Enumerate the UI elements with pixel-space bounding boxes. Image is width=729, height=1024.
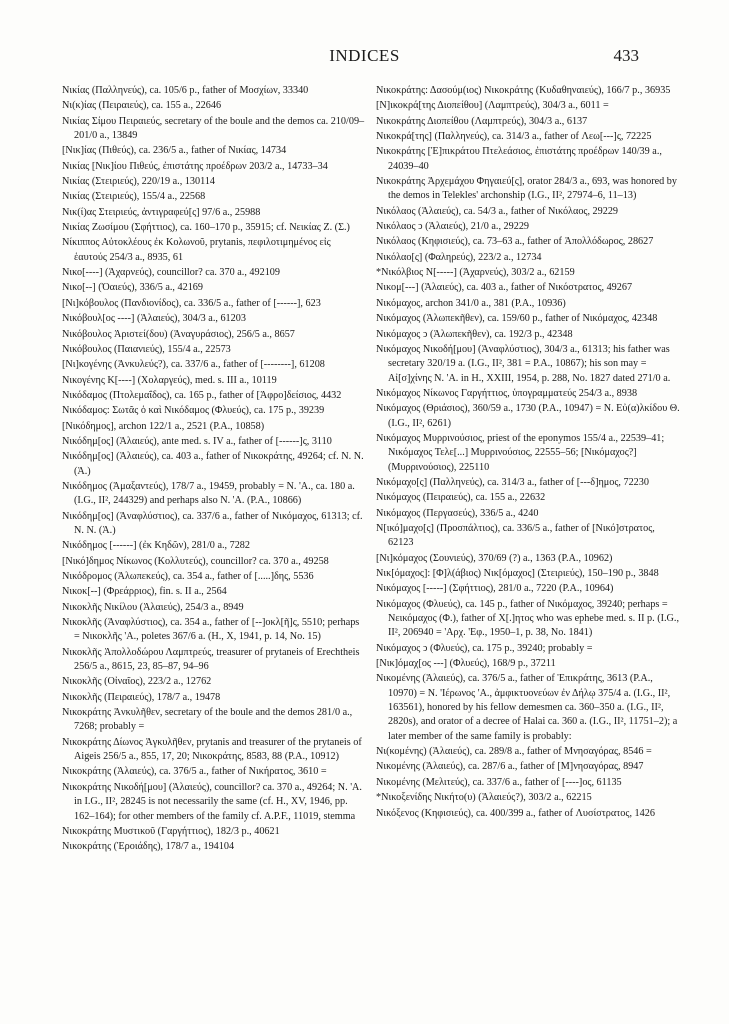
index-entry: Νικοκλῆς (Ἀναφλύστιος), ca. 354 a., father of [--]οκλ[ῆ]ς, 5510; perhaps = Νικοκλῆς 'A., poletes 367/6 a. (H., X, 1941, p. 14, No. 15) <box>62 617 360 643</box>
index-entry: Νικοκράτης Νικοδή[μου] (Ἁλαιεύς), councillor? ca. 370 a., 49264; N. 'A. in I.G., II², 28245 is not necessarily the same (cf. H., XV, 1946, pp. 162–164); for other members of the family cf. A.P.F., 11019, stemma <box>62 781 362 822</box>
index-entry: Νικόμαχος (Θριάσιος), 360/59 a., 1730 (P.A., 10947) = N. Εὐ(α)λκίδου Θ. (I.G., II², 6261) <box>376 403 680 429</box>
index-entry: [Νικ]όμαχ[ος ---] (Φλυεύς), 168/9 p., 37211 <box>376 658 556 670</box>
index-entry: [Νι]κόμαχος (Σουνιεύς), 370/69 (?) a., 1363 (P.A., 10962) <box>376 552 613 564</box>
index-entry: Νικίας Ζωσίμου (Σφήττιος), ca. 160–170 p., 35915; cf. Νεικίας Ζ. (Σ.) <box>62 222 350 234</box>
index-entry: Νικοκράτης (Ἐροιάδης), 178/7 a., 194104 <box>62 841 235 853</box>
index-entry: Νικομένης (Ἁλαιεύς), ca. 287/6 a., father of [M]νησαγόρας, 8947 <box>376 761 644 773</box>
index-entry: Νικόλαος ͻ (Ἁλαιεύς), 21/0 a., 29229 <box>376 221 530 233</box>
index-entry: Νικοκράτης Διοπείθου (Λαμπτρεύς), 304/3 a., 6137 <box>376 115 588 127</box>
index-entry: [Νι]κογένης (Ἀνκυλεύς?), ca. 337/6 a., father of [--------], 61208 <box>62 359 325 371</box>
index-entry: Νικόμαχος Νικοδή[μου] (Ἀναφλύστιος), 304/3 a., 61313; his father was secretary 320/19 a. (I.G., II², 381 = P.A., 10867); his son may = Αἰ[σ]χίνης N. 'A. in H., XXIII, 1954, p. 288, No. 1827 dated 271/0 a. <box>376 343 671 384</box>
page-header <box>0 46 729 70</box>
index-entry: Νικο[--] (Ὀαιεύς), 336/5 a., 42169 <box>62 282 203 294</box>
index-entry: Νικοκράτης Μυστικοῦ (Γαργήττιος), 182/3 p., 40621 <box>62 825 280 837</box>
index-entry: [Νικόδημος], archon 122/1 a., 2521 (P.A., 10858) <box>62 420 265 432</box>
index-entry: Νικοκράτης Ἀρχεμάχου Φηγαιεύ[ς], orator 284/3 a., 693, was honored by the demos in Telekles' archonship (I.G., II², 27974–6, 11–13) <box>376 176 677 202</box>
index-entry: Νικόμαχος (Φλυεύς), ca. 145 p., father of Νικόμαχος, 39240; perhaps = Νεικόμαχος (Φ.), father of Χ[.]ητος who was ephebe med. s. II p. (I.G., II², 206940 = 'Αρχ. 'Εφ., 1950–1, p. 38, No. 1841) <box>376 598 680 639</box>
index-entry: Νικόλαος (Ἁλαιεύς), ca. 54/3 a., father of Νικόλαος, 29229 <box>376 205 619 217</box>
index-entry: N[ικό]μαχο[ς] (Προσπάλτιος), ca. 336/5 a., father of [Νικό]στρατος, 62123 <box>376 522 655 549</box>
index-entry: Νικόμαχος ͻ (Ἀλωπεκῆθεν), ca. 192/3 p., 42348 <box>376 328 573 340</box>
index-entry: Νικόμαχος [-----] (Σφήττιος), 281/0 a., 7220 (P.A., 10964) <box>376 583 614 595</box>
index-column-left <box>62 84 366 856</box>
index-entry: Νικόμαχος Μυρρινούσιος, priest of the eponymos 155/4 a., 22539–41; Νικόμαχος Τελε[...] Μυρρινούσιος, 22555–56; [Νικόμαχος?] (Μυρρινούσιος), 225110 <box>376 432 665 473</box>
index-entry: Νικόδημος (Ἀμαξαντεύς), 178/7 a., 19459, probably = N. 'A., ca. 180 a. (I.G., II², 244329) and perhaps also N. 'A. (P.A., 10866) <box>62 480 355 507</box>
index-entry: Νικόδημος [------] (ἐκ Κηδῶν), 281/0 a., 7282 <box>62 540 250 552</box>
index-entry: Νικόμαχο[ς] (Παλληνεύς), ca. 314/3 a., father of [---δ]ημος, 72230 <box>376 476 649 488</box>
index-entry: Νικομένης (Μελιτεύς), ca. 337/6 a., father of [----]ος, 61135 <box>376 776 622 788</box>
index-entry: Νικοκλῆς Ἀπολλοδώρου Λαμπτρεύς, treasurer of prytaneis of Erechtheis 256/5 a., 8615, 23, 85–87, 94–96 <box>62 646 360 673</box>
index-entry: [N]ικοκρά[της Διοπείθου] (Λαμπτρεύς), 304/3 a., 6011 = <box>376 100 609 112</box>
index-entry: Νικόβουλος (Παιανιεύς), 155/4 a., 22573 <box>62 343 231 355</box>
index-entry: Νικοκρά[της] (Παλληνεύς), ca. 314/3 a., father of Λεω[---]ς, 72225 <box>376 131 652 143</box>
index-entry: Νικόμαχος (Ἀλωπεκῆθεν), ca. 159/60 p., father of Νικόμαχος, 42348 <box>376 313 658 325</box>
running-title: INDICES <box>329 46 400 65</box>
index-entry: Νικοκράτης [Ἐ]πικράτου Πτελεάσιος, ἐπιστάτης προέδρων 140/39 a., 24039–40 <box>376 146 662 172</box>
index-entry: Νικογένης Κ[----] (Χολαργεύς), med. s. III a., 10119 <box>62 374 277 386</box>
index-entry: Νικομ[---] (Ἁλαιεύς), ca. 403 a., father of Νικόστρατος, 49267 <box>376 282 633 294</box>
index-entry: Νικόμαχος, archon 341/0 a., 381 (P.A., 10936) <box>376 297 566 309</box>
index-entry: Νι(κομένης) (Ἁλαιεύς), ca. 289/8 a., father of Μνησαγόρας, 8546 = <box>376 746 652 758</box>
index-entry: Νικόδημ[ος] (Ἀναφλύστιος), ca. 337/6 a., father of Νικόμαχος, 61313; cf. N. N. (Ἁ.) <box>62 510 363 536</box>
index-entry: Νικίας (Στειριεύς), 220/19 a., 130114 <box>62 176 216 188</box>
index-entry: Νικομένης (Ἁλαιεύς), ca. 376/5 a., father of Ἐπικράτης, 3613 (P.A., 10970) = N. 'Ιέρωνος 'A., ἀμφικτυονεύων ἐν Δήλῳ 375/4 a. (I.G., II², 163561), honored by his fellow demesmen ca. 360–350 a. (I.G., II², 2820s), and orator of a decree of Halai ca. 360 a. (I.G., II², 11751–2); a later member of the same family is probably: <box>376 673 678 742</box>
index-entry: *Νικοξενίδης Νικήτο(υ) (Ἁλαιεύς?), 303/2 a., 62215 <box>376 792 592 804</box>
index-entry: Νικόβουλος Ἀριστεί(δου) (Ἀναγυράσιος), 256/5 a., 8657 <box>62 328 295 340</box>
index-entry: [Νικ]ίας (Πιθεύς), ca. 236/5 a., father of Νικίας, 14734 <box>62 145 287 157</box>
index-entry: Νικοκράτης Ἀνκυλῆθεν, secretary of the boule and the demos 281/0 a., 7268; probably = <box>62 707 353 733</box>
index-entry: Νικόμαχος (Πειραιεύς), ca. 155 a., 22632 <box>376 492 546 504</box>
index-entry: Νικόξενος (Κηφισιεύς), ca. 400/399 a., father of Λυσίστρατος, 1426 <box>376 807 655 819</box>
index-entry: Νικόμαχος (Περγασεύς), 336/5 a., 4240 <box>376 507 539 519</box>
index-entry: Νικόλαο[ς] (Φαληρεύς), 223/2 a., 12734 <box>376 251 542 263</box>
index-entry: Νίκιππος Αὐτοκλέους ἐκ Κολωνοῦ, prytanis, πεφιλοτιμημένος εἰς ἑαυτούς 254/3 a., 8935, 61 <box>62 237 331 263</box>
page-number: 433 <box>613 46 639 65</box>
index-entry: Νικίας Σίμου Πειραιεύς, secretary of the boule and the demos ca. 210/09–201/0 a., 13849 <box>62 115 365 142</box>
index-entry: Νικόδαμος (Πτολεμαΐδος), ca. 165 p., father of [Ἀφρο]δείσιος, 4432 <box>62 389 342 401</box>
index-entry: Νικόμαχος Νίκωνος Γαργήττιος, ὑπογραμματεύς 254/3 a., 8938 <box>376 387 638 399</box>
index-entry: [Νι]κόβουλος (Πανδιονίδος), ca. 336/5 a., father of [------], 623 <box>62 297 321 309</box>
index-entry: Νικ[όμαχος]: [Φ]λ(άβιος) Νικ[όμαχος] (Στειριεύς), 150–190 p., 3848 <box>376 568 659 579</box>
index-entry: Νικόδρομος (Ἀλωπεκεύς), ca. 354 a., father of [.....]δης, 5536 <box>62 571 314 582</box>
index-entry: Νικίας [Νικ]ίου Πιθεύς, ἐπιστάτης προέδρων 203/2 a., 14733–34 <box>62 160 328 172</box>
index-entry: Νικόμαχος ͻ (Φλυεύς), ca. 175 p., 39240; probably = <box>376 642 593 654</box>
index-entry: Νικόδημ[ος] (Ἁλαιεύς), ante med. s. IV a., father of [------]ς, 3110 <box>62 435 332 447</box>
index-entry: Νι(κ)ίας (Πειραιεύς), ca. 155 a., 22646 <box>62 100 222 112</box>
index-entry: Νικοκλῆς Νικίλου (Ἁλαιεύς), 254/3 a., 8949 <box>62 601 244 613</box>
index-entry: Νικοκράτης Δίωνος Ἀγκυλῆθεν, prytanis and treasurer of the prytaneis of Aigeis 256/5 a., 855, 17, 20; Νικοκράτης, 8583, 88 (P.A., 10912) <box>62 736 362 763</box>
index-entry: Νικοκλῆς (Πειραιεύς), 178/7 a., 19478 <box>62 691 221 703</box>
index-entry: Νικόδημ[ος] (Ἁλαιεύς), ca. 403 a., father of Νικοκράτης, 49264; cf. N. N. (Ἁ.) <box>62 451 364 477</box>
index-entry: Νικίας (Στειριεύς), 155/4 a., 22568 <box>62 191 206 203</box>
index-entry: Νικοκλῆς (Οἰναῖος), 223/2 a., 12762 <box>62 676 212 688</box>
index-entry: Νικόβουλ[ος ----] (Ἁλαιεύς), 304/3 a., 61203 <box>62 313 246 325</box>
index-entry: Νικοκράτης (Ἁλαιεύς), ca. 376/5 a., father of Νικήρατος, 3610 = <box>62 766 327 778</box>
index-entry: Νικο[----] (Ἀχαρνεύς), councillor? ca. 370 a., 492109 <box>62 267 280 279</box>
index-entry: Νικόδαμος: Σωτᾶς ὁ καὶ Νικόδαμος (Φλυεύς), ca. 175 p., 39239 <box>62 405 325 417</box>
index-entry: Νικίας (Παλληνεύς), ca. 105/6 p., father of Μοσχίων, 33340 <box>62 85 309 96</box>
index-column-right <box>376 84 680 822</box>
index-entry: [Νικό]δημος Νίκωνος (Κολλυτεύς), councillor? ca. 370 a., 49258 <box>62 555 329 567</box>
index-entry: Νικ(ί)ας Στειριεύς, ἀντιγραφεύ[ς] 97/6 a., 25988 <box>62 206 261 218</box>
index-entry: Νικοκράτης: Δασούμ(ιος) Νικοκράτης (Κυδαθηναιεύς), 166/7 p., 36935 <box>376 85 671 96</box>
index-entry: Νικόλαος (Κηφισιεύς), ca. 73–63 a., father of Ἀπολλόδωρος, 28627 <box>376 236 654 248</box>
index-entry: Νικοκ[--] (Φρεάρριος), fin. s. II a., 2564 <box>62 586 227 598</box>
index-entry: *Νικόλβιος Ν[-----] (Ἀχαρνεύς), 303/2 a., 62159 <box>376 267 575 279</box>
